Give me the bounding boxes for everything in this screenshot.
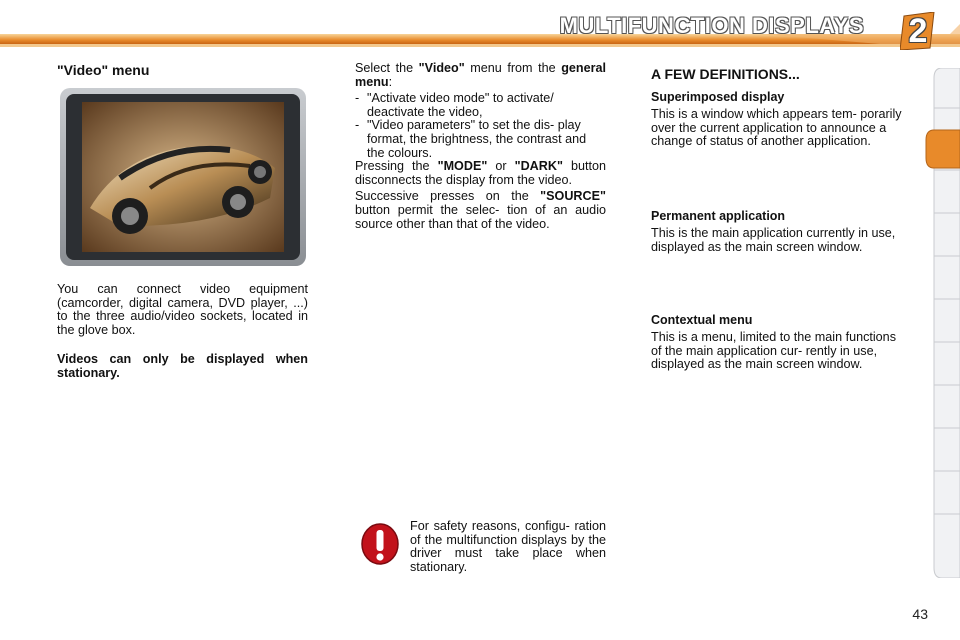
list-item: - "Activate video mode" to activate/ deactivate the video, xyxy=(355,91,554,119)
definition-item xyxy=(651,313,903,372)
chapter-tabs xyxy=(924,68,960,578)
general-menu-keyword: general menu xyxy=(355,61,606,89)
page-number: 43 xyxy=(912,606,928,622)
page-header xyxy=(0,0,960,50)
definition-body: This is a window which appears tem- porarily over the current application to announce a change of status of another application. xyxy=(651,107,902,149)
exclamation-warning-icon xyxy=(360,522,400,566)
definition-item xyxy=(651,90,903,149)
list-item-text: "Activate video mode" to activate/ deactivate the video, xyxy=(367,91,554,119)
page-title: MULTIFUNCTION DISPLAYS xyxy=(559,13,864,38)
text-segment: button permit the selec- tion of an audio source other than that of the video. xyxy=(355,202,606,231)
definition-item xyxy=(651,209,903,254)
text-segment: Select the xyxy=(355,61,419,75)
chapter-badge xyxy=(900,12,936,50)
definitions-column xyxy=(651,66,903,372)
left-column xyxy=(57,283,308,381)
list-item: - "Video parameters" to set the dis- play format, the brightness, the contrast and the colours. xyxy=(355,118,587,160)
video-screen-photo xyxy=(60,88,306,266)
definition-title: Permanent application xyxy=(651,209,786,223)
dark-keyword: "DARK" xyxy=(514,159,563,174)
video-options-list xyxy=(355,92,606,160)
mode-paragraph xyxy=(355,160,606,187)
definition-title: Superimposed display xyxy=(651,90,785,104)
text-segment: : xyxy=(388,74,393,89)
intro-paragraph: You can connect video equipment (camcorder, digital camera, DVD player, ...) to the three audio/video sockets, located in the glove box. xyxy=(57,282,308,337)
chapter-number: 2 xyxy=(908,12,928,50)
definition-title: Contextual menu xyxy=(651,313,753,327)
text-segment: or xyxy=(487,159,515,174)
text-segment: button disconnects the display from the video. xyxy=(355,159,606,187)
definition-body: This is a menu, limited to the main functions of the main application cur- rently in use, displayed as the main screen window. xyxy=(651,330,896,372)
select-instruction xyxy=(355,62,606,89)
source-keyword: "SOURCE" xyxy=(540,189,606,204)
video-menu-heading: "Video" menu xyxy=(57,62,150,78)
text-segment: Successive presses on the xyxy=(355,189,541,204)
definition-body: This is the main application currently in use, displayed as the main screen window. xyxy=(651,226,896,254)
definitions-heading: A FEW DEFINITIONS... xyxy=(651,66,800,82)
video-keyword: "Video" xyxy=(418,61,465,75)
list-item-text: "Video parameters" to set the dis- play format, the brightness, the contrast and the colours. xyxy=(367,118,587,160)
stationary-warning: Videos can only be displayed when stationary. xyxy=(57,352,308,380)
source-paragraph xyxy=(355,190,606,231)
mode-keyword: "MODE" xyxy=(437,159,488,174)
safety-text: For safety reasons, configu- ration of the multifunction displays by the driver must take place when stationary. xyxy=(410,519,606,574)
text-segment: Pressing the xyxy=(355,159,438,174)
text-segment: menu from the xyxy=(464,61,562,75)
middle-column xyxy=(355,62,606,231)
